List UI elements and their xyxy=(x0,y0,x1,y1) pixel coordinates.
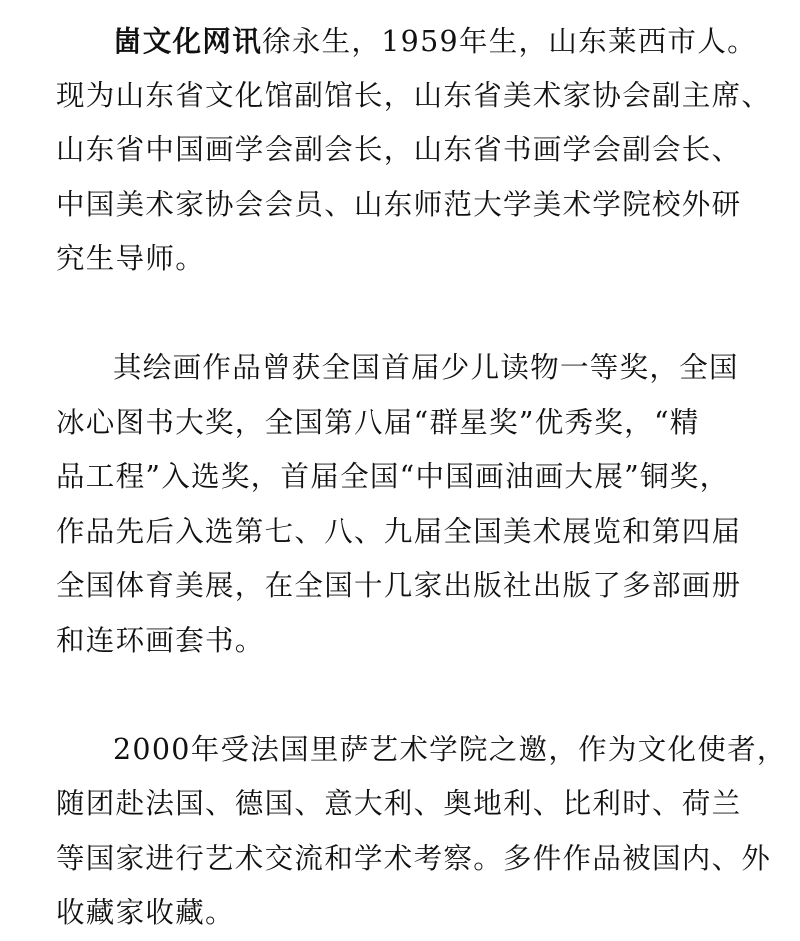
paragraph-line: 全国体育美展，在全国十几家出版社出版了多部画册 xyxy=(56,569,742,602)
paragraph-awards xyxy=(56,341,756,668)
paragraph-line: 山东省中国画学会副会长，山东省书画学会副会长、 xyxy=(56,133,742,166)
paragraph-biography xyxy=(56,14,772,287)
news-source-label: 崮文化网讯 xyxy=(113,24,263,58)
paragraph-line: 品工程”入选奖，首届全国“中国画油画大展”铜奖， xyxy=(56,460,730,493)
paragraph-line: 现为山东省文化馆副馆长，山东省美术家协会副主席、 xyxy=(56,78,772,112)
paragraph-line: 收藏家收藏。 xyxy=(56,896,235,929)
paragraph-line: 等国家进行艺术交流和学术考察。多件作品被国内、外 xyxy=(56,841,772,875)
paragraph-first-line xyxy=(56,14,756,69)
paragraph-spacer xyxy=(56,287,756,342)
paragraph-first-line: 其绘画作品曾获全国首届少儿读物一等奖，全国 xyxy=(113,351,739,384)
paragraph-line: 作品先后入选第七、八、九届全国美术展览和第四届 xyxy=(56,514,742,548)
paragraph-line: 中国美术家协会会员、山东师范大学美术学院校外研 xyxy=(56,187,742,221)
news-article xyxy=(56,14,787,941)
paragraph-lead-text: 徐永生，1959年生，山东莱西市人。 xyxy=(262,25,757,58)
paragraph-line: 随团赴法国、德国、意大利、奥地利、比利时、荷兰 xyxy=(56,787,742,820)
paragraph-exchange xyxy=(56,723,787,941)
paragraph-first-line: 2000年受法国里萨艺术学院之邀，作为文化使者， xyxy=(113,732,787,766)
paragraph-line: 冰心图书大奖，全国第八届“群星奖”优秀奖，“精 xyxy=(56,405,700,439)
paragraph-line: 和连环画套书。 xyxy=(56,623,265,657)
paragraph-line: 究生导师。 xyxy=(56,242,206,275)
paragraph-spacer xyxy=(56,668,756,723)
